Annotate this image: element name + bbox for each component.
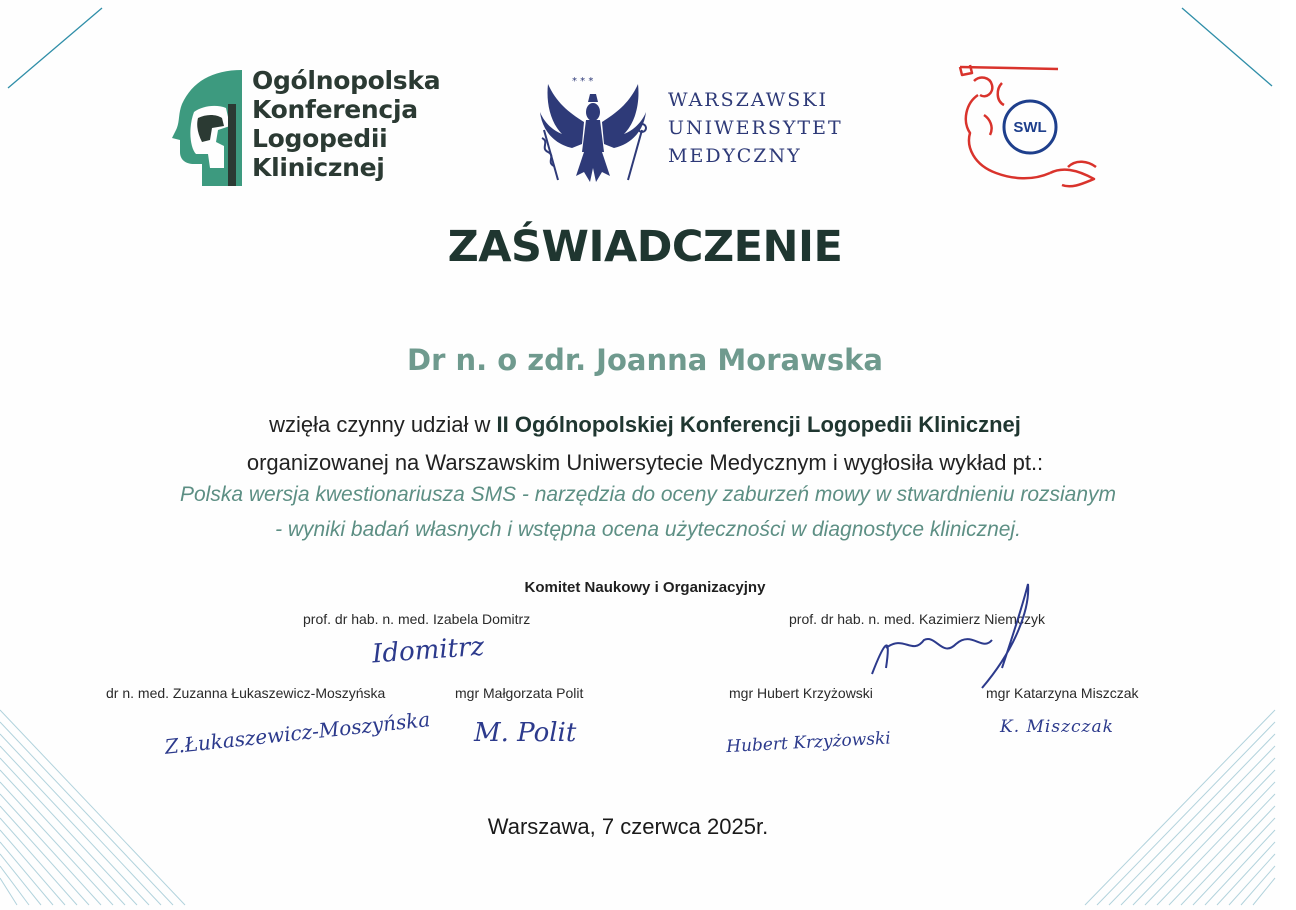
lecture-title-line-2: - wyniki badań własnych i wstępna ocena użyteczności w diagnostyce klinicznej. [275,518,1021,541]
signature-lukaszewicz-text: Z.Łukaszewicz-Moszyńska [163,707,432,759]
signature-miszczak [998,708,1158,748]
signature-lukaszewicz [160,705,432,760]
university-logo-line-1: WARSZAWSKI [668,89,829,111]
signature-polit [470,705,600,755]
place-and-date: Warszawa, 7 czerwca 2025r. [487,814,769,839]
conference-logo-line-4: Klinicznej [252,153,385,182]
committee-heading: Komitet Naukowy i Organizacyjny [524,579,766,596]
top-right-corner-line [1170,0,1280,95]
lecture-title-line-1: Polska wersja kwestionariusza SMS - narzędzia do oceny zaburzeń mowy w stwardnieniu rozsianym [179,483,1117,506]
signature-miszczak-text: K. Miszczak [1000,717,1114,737]
university-logo-line-2: UNIWERSYTET [668,117,843,139]
conference-name: II Ogólnopolskiej Konferencji Logopedii Klinicznej [496,412,1021,437]
signature-krzyzowski [724,718,894,763]
committee-member-name: prof. dr hab. n. med. Kazimierz Niemczyk [789,611,1045,627]
committee-member-name: mgr Małgorzata Polit [455,685,584,701]
committee-member-name: mgr Hubert Krzyżowski [729,685,873,701]
conference-logo-line-2: Konferencja [252,95,418,124]
conference-logo-line-3: Logopedii [252,124,388,153]
participation-statement [0,412,1290,438]
svg-text:* * *: * * * [572,76,594,87]
signature-domitrz [368,620,486,672]
signature-polit-text: M. Polit [474,718,577,748]
committee-member-name: mgr Katarzyna Miszczak [986,685,1139,701]
committee-member-name: prof. dr hab. n. med. Izabela Domitrz [303,611,531,627]
society-logo [950,55,1110,195]
signature-krzyzowski-text: Hubert Krzyżowski [725,728,892,758]
university-logo-line-3: MEDYCZNY [668,145,802,167]
conference-logo [172,66,462,191]
conference-logo-line-1: Ogólnopolska [252,66,441,95]
signature-niemczyk [852,578,1032,698]
head-profile-icon [172,68,250,188]
eagle-emblem-icon [528,72,658,192]
participation-prefix: wzięła czynny udział w [269,412,497,437]
signature-domitrz-text: Idomitrz [371,631,486,670]
committee-member-name: dr n. med. Zuzanna Łukaszewicz-Moszyńska [106,685,386,701]
university-logo [528,72,858,192]
society-logo-label: SWL [1013,119,1047,136]
certificate-title: ZAŚWIADCZENIE [447,222,843,272]
recipient-name: Dr n. o zdr. Joanna Morawska [407,343,883,377]
top-left-corner-line [0,0,110,95]
organization-statement: organizowanej na Warszawskim Uniwersytecie Medycznym i wygłosiła wykład pt.: [246,450,1044,475]
